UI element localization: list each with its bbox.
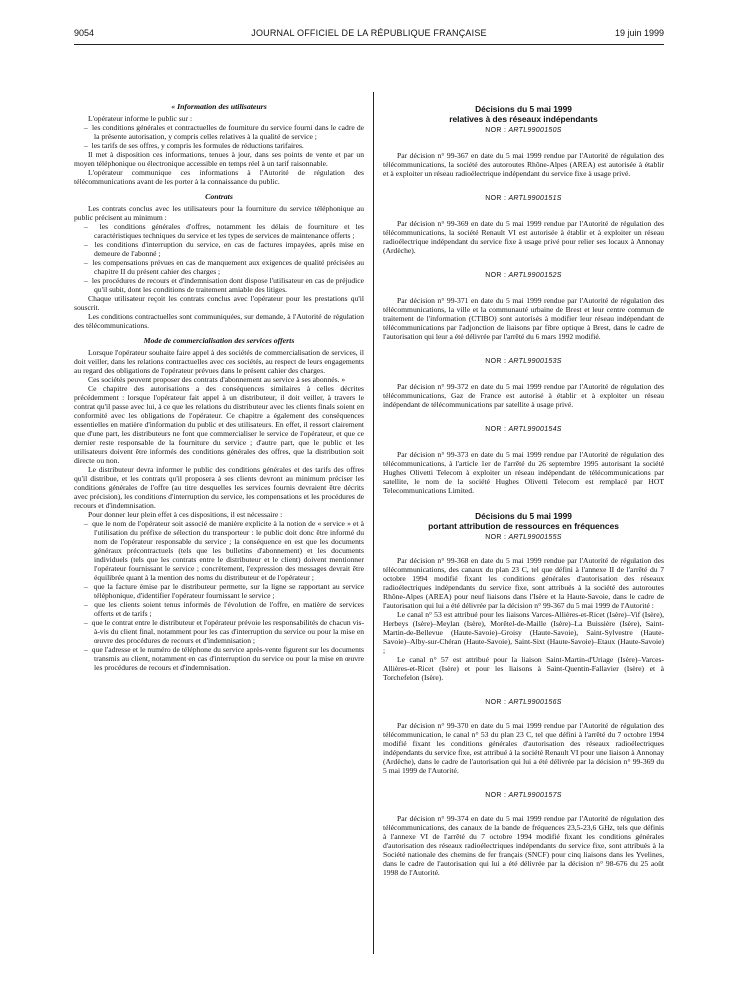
heading-line: Décisions du 5 mai 1999 [475,104,572,114]
decision-block [383,450,664,495]
list-item: – que les clients soient tenus informés de l'évolution de l'offre, en matière de services offerts et de tarifs ; [74,600,364,618]
nor-code: ARTL9900157S [508,792,562,799]
paragraph: Les conditions contractuelles sont communiquées, sur demande, à l'Autorité de régulation des télécommunications. [74,312,364,330]
decisions-heading-frequences [383,511,664,531]
paragraph: Par décision n° 99-370 en date du 5 mai 1999 rendue par l'Autorité de régulation des télécommunication, le canal n° 53 du plan 23 C, tel que défini à l'arrêté du 7 octobre 1994 modifié fixant les conditions générales d'autorisation des réseaux radioélectriques indépendants du service fixe, est attribué à la société Renault VI pour une liaison à Annonay (Ardèche), dans le cadre de l'autorisation qui lui a été délivrée par la décision n° 99-369 du 5 mai 1999 de l'Autorité. [383,721,664,775]
issue-date: 19 juin 1999 [614,28,664,38]
paragraph: Le canal n° 57 est attribué pour la liaison Saint-Martin-d'Uriage (Isère)–Varces-Allières-et-Ricet (Isère) et pour les liaisons à Saint-Quentin-Fallavier (Isère) et à Torchefelon (Isère). [383,655,664,682]
paragraph: Par décision n° 99-372 en date du 5 mai 1999 rendue par l'Autorité de régulation des télécommunications, Gaz de France est autorisé à établir et à exploiter un réseau indépendant de télécommunications par satellite à usage privé. [383,382,664,409]
list-item: – les tarifs de ses offres, y compris les formules de réductions tarifaires. [74,141,364,150]
paragraph: Par décision n° 99-367 en date du 5 mai 1999 rendue par l'Autorité de régulation des télécommunications, la société des autoroutes Rhône-Alpes (AREA) est autorisée à établir et à exploiter un réseau radioélectrique indépendant du service fixe à usage privé. [383,151,664,178]
page-number: 9054 [74,28,95,38]
nor-code: ARTL9900153S [508,358,562,365]
list-item: – les conditions générales et contractuelles de fourniture du service fourni dans le cadre de la présente autorisation, y compris celles relatives à la qualité de service ; [74,123,364,141]
list-item: – les conditions d'interruption du service, en cas de factures impayées, après mise en demeure de l'abonné ; [74,240,364,258]
nor-code: ARTL9900154S [508,426,562,433]
heading-line: portant attribution de ressources en fréquences [428,521,619,531]
list-item: – que l'adresse et le numéro de téléphone du service après-vente figurent sur les documents transmis au client, notamment en cas d'interruption du service ou pour la mise en œuvre les procédures de recours et d'indemnisation. [74,645,364,672]
paragraph: Par décision n° 99-369 en date du 5 mai 1999 rendue par l'Autorité de régulation des télécommunications, la société Renault VI est autorisée à établir et à exploiter un réseau radioélectrique indépendant du service fixe à usage privé pour relier ses locaux à Annonay (Ardèche). [383,219,664,255]
nor-label: NOR : [485,195,507,202]
paragraph: Il met à disposition ces informations, tenues à jour, dans ses points de vente et par un moyen téléphonique ou électronique accessible en temps réel à un tarif raisonnable. [74,150,364,168]
nor-label: NOR : [485,534,507,541]
paragraph: Les contrats conclus avec les utilisateurs pour la fourniture du service téléphonique au public précisent au minimum : [74,204,364,222]
paragraph: Pour donner leur plein effet à ces dispositions, il est nécessaire : [88,510,283,519]
list-item: – que la facture émise par le distributeur permette, sur la ligne se rapportant au service téléphonique, d'identifier l'opérateur fournissant le service ; [74,582,364,600]
section-title-contrats: Contrats [205,192,233,201]
list-item: – que le nom de l'opérateur soit associé de manière explicite à la notion de « service » et à l'utilisation du préfixe de sélection du transporteur : le public doit donc être informé du nom de l'opérateur responsable du service ; la conséquence en est que les documents généraux précontractuels (tels que les bulletins d'abonnement) et les documents individuels (tels que les contrats entre le distributeur et le client) doivent mentionner l'opérateur fournissant le service ; concrètement, l'expression des messages devrait être équilibrée quant à la mention des noms du distributeur et de l'opérateur ; [74,519,364,582]
left-column [74,102,364,672]
info-list [74,123,364,150]
paragraph: Ces sociétés peuvent proposer des contrats d'abonnement au service à ses abonnés. » [88,375,346,384]
contrats-list [74,222,364,294]
decision-block [383,151,664,178]
decision-block [383,219,664,255]
nor-label: NOR : [485,358,507,365]
nor-code: ARTL9900156S [508,699,562,706]
paragraph: Par décision n° 99-374 en date du 5 mai 1999 rendue par l'Autorité de régulation des télécommunications, des canaux de la bande de fréquences 23,5-23,6 GHz, tels que définis à l'annexe VI de l'arrêté du 7 octobre 1994 modifié fixant les conditions générales d'autorisation des réseaux radioélectriques indépendants du service fixe, sont attribués à la Société nationale des chemins de fer français (SNCF) pour cinq liaisons dans les Yvelines, dans le cadre de l'autorisation qui lui a été délivrée par la décision n° 98-676 du 25 août 1998 de l'Autorité. [383,814,664,877]
list-item: – les conditions générales d'offres, notamment les délais de fourniture et les caractéristiques techniques du service et les types de services de maintenance offerts ; [74,222,364,240]
paragraph: Par décision n° 99-368 en date du 5 mai 1999 rendue par l'Autorité de régulation des télécommunications, des canaux du plan 23 C, tel que défini à l'annexe II de l'arrêté du 7 octobre 1994 modifié fixant les conditions générales d'autorisation des réseaux radioélectriques indépendants du service fixe, sont attribués à la société des autoroutes Rhône-Alpes (AREA) pour neuf liaisons dans l'Isère et la Haute-Savoie, dans le cadre de l'autorisation qui lui a été délivrée par la décision n° 99-367 du 5 mai 1999 de l'Autorité : [383,556,664,610]
decisions-heading-reseaux [383,104,664,124]
paragraph: Le canal n° 53 est attribué pour les liaisons Varces-Allières-et-Ricet (Isère)–Vif (Isère), Herbeys (Isère)–Meylan (Isère), Morêtel-de-Maille (Isère)–La Buissière (Isère), Saint-Martin-de-Bellevue (Haute-Savoie)–Groisy (Haute-Savoie), Saint-Sylvestre (Haute-Savoie)–Alby-sur-Chéran (Haute-Savoie), Saint-Sixt (Haute-Savoie)–Etaux (Haute-Savoie) ; [383,610,664,655]
journal-title: JOURNAL OFFICIEL DE LA RÉPUBLIQUE FRANÇAISE [251,28,487,38]
nor-reference [383,791,664,800]
section-title-commercialisation: Mode de commercialisation des services offerts [143,336,295,345]
nor-label: NOR : [485,127,507,134]
nor-reference [383,698,664,707]
decision-block [383,556,664,682]
nor-reference [383,271,664,280]
nor-reference [383,533,664,542]
nor-code: ARTL9900151S [508,195,562,202]
mode-list [74,519,364,672]
decision-block [383,296,664,341]
heading-line: relatives à des réseaux indépendants [449,114,598,124]
nor-reference [383,126,664,135]
nor-reference [383,357,664,366]
paragraph: Par décision n° 99-371 en date du 5 mai 1999 rendue par l'Autorité de régulation des télécommunications, la ville et la communauté urbaine de Brest et leur centre commun de traitement de l'information (CTIBO) sont autorisés à modifier leur réseau indépendant de télécommunications par l'adjonction de liaisons par fibre optique à Brest, dans le cadre de l'autorisation qui leur a été délivrée par l'arrêté du 6 mars 1992 modifié. [383,296,664,341]
nor-label: NOR : [485,699,507,706]
decision-block [383,721,664,775]
decision-block [383,814,664,877]
nor-label: NOR : [485,426,507,433]
page-header [74,28,664,42]
decision-block [383,382,664,409]
nor-label: NOR : [485,792,507,799]
paragraph: Chaque utilisateur reçoit les contrats conclus avec l'opérateur pour les prestations qu'il souscrit. [74,294,364,312]
paragraph: Ce chapitre des autorisations a des conséquences similaires à celles décrites précédemment : lorsque l'opérateur fait appel à un distributeur, il doit veiller, à travers le contrat qu'il passe avec lui, à ce que les relations du distributeur avec les clients finals soient en conformité avec les obligations de l'opérateur. Ce chapitre a également des conséquences essentielles en matière d'information du public et des utilisateurs. En effet, il ressort clairement que d'une part, les distributeurs ne font que commercialiser le service de l'opérateur, et que ce dernier reste responsable de la fourniture du service ; d'autre part, que le public et les utilisateurs doivent être informés des conditions générales des offres, que la distribution soit directe ou non. [74,384,364,465]
list-item: – que le contrat entre le distributeur et l'opérateur prévoie les responsabilités de chacun vis-à-vis du client final, notamment pour les cas d'interruption du service ou pour la mise en œuvre des procédures de recours et d'indemnisation ; [74,618,364,645]
paragraph: Lorsque l'opérateur souhaite faire appel à des sociétés de commercialisation de services, il doit veiller, dans les relations contractuelles avec ces sociétés, au respect de leurs engagements au regard des obligations de l'opérateur prévues dans le présent cahier des charges. [74,348,364,375]
nor-reference [383,194,664,203]
paragraph: Par décision n° 99-373 en date du 5 mai 1999 rendue par l'Autorité de régulation des télécommunications, à l'article 1er de l'arrêté du 26 septembre 1995 autorisant la société Hughes Olivetti Telecom à exploiter un réseau indépendant de télécommunications par satellite, le nom de la société Hughes Olivetti Telecom est remplacé par HOT Telecommunications Limited. [383,450,664,495]
nor-reference [383,425,664,434]
right-column [383,102,664,893]
heading-line: Décisions du 5 mai 1999 [475,511,572,521]
header-rule [74,44,664,45]
nor-code: ARTL9900152S [508,272,562,279]
section-title-information: « Information des utilisateurs [171,102,267,111]
paragraph: L'opérateur informe le public sur : [88,114,193,123]
list-item: – les compensations prévues en cas de manquement aux exigences de qualité précisées au chapitre II du présent cahier des charges ; [74,258,364,276]
nor-code: ARTL9900155S [508,534,562,541]
paragraph: Le distributeur devra informer le public des conditions générales et des tarifs des offres qu'il distribue, et les contrats qu'il proposera à ses clients devront au minimum préciser les conditions générales de l'offre (au titre desquelles les services fournis devraient être décrits avec précision), les conditions d'interruption du service, les compensations et les procédures de recours et d'indemnisation. [74,465,364,510]
paragraph: L'opérateur communique ces informations à l'Autorité de régulation des télécommunications avant de les porter à la connaissance du public. [74,168,364,186]
nor-code: ARTL9900150S [508,127,562,134]
list-item: – les procédures de recours et d'indemnisation dont dispose l'utilisateur en cas de préjudice qu'il subit, dont les conditions de traitement amiable des litiges. [74,276,364,294]
column-divider [373,92,374,954]
nor-label: NOR : [485,272,507,279]
